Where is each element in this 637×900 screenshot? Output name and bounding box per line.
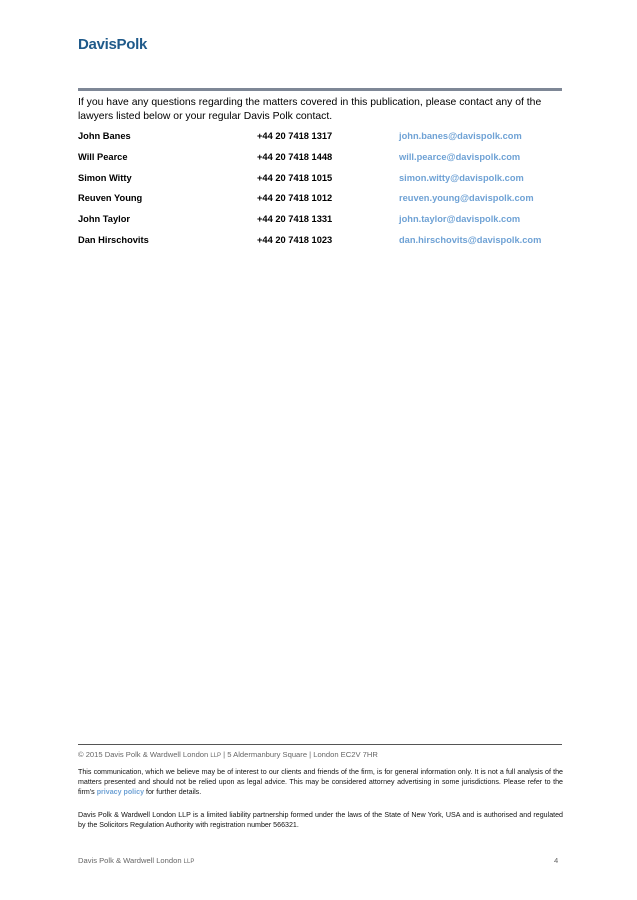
footer-firm-text: Davis Polk & Wardwell London <box>78 856 184 865</box>
contact-name: Simon Witty <box>78 172 132 183</box>
contact-row <box>78 152 564 173</box>
footer-llp-label: LLP <box>183 859 195 865</box>
contact-phone: +44 20 7418 1012 <box>257 193 333 204</box>
contact-email-link[interactable]: john.banes@davispolk.com <box>399 131 522 141</box>
contact-name: John Banes <box>78 131 131 141</box>
contact-name: Reuven Young <box>78 193 143 204</box>
contact-email-link[interactable]: john.taylor@davispolk.com <box>399 214 521 225</box>
page-number: 4 <box>554 856 559 865</box>
header-divider <box>78 88 562 91</box>
contact-phone: +44 20 7418 1015 <box>257 172 333 183</box>
copyright-line <box>78 750 564 759</box>
disclaimer-paragraph <box>78 767 563 798</box>
disclaimer-text-end: for further details. <box>144 788 202 797</box>
contact-row <box>78 173 564 194</box>
disclaimer-text: This communication, which we believe may be of interest to our clients and friends of the firm, is for general information only. It is not a full analysis of the matters presented and should not be relied upon as legal advice. This may be considered attorney advertising in some jurisdictions. Please refer to the firm's <box>78 768 563 797</box>
contact-email-link[interactable]: reuven.young@davispolk.com <box>399 193 534 204</box>
contact-phone: +44 20 7418 1331 <box>257 214 333 225</box>
contact-name: John Taylor <box>78 214 130 225</box>
llp-label: LLP <box>210 753 222 759</box>
contact-row <box>78 214 564 235</box>
contact-row <box>78 235 564 256</box>
contact-name: Will Pearce <box>78 151 128 162</box>
privacy-policy-link[interactable]: privacy policy <box>96 788 145 797</box>
contact-name: Dan Hirschovits <box>78 234 149 245</box>
intro-paragraph: If you have any questions regarding the matters covered in this publication, please contact any of the lawyers listed below or your regular Davis Polk contact. <box>78 97 542 122</box>
contact-phone: +44 20 7418 1448 <box>257 151 333 162</box>
davis-polk-logo: DavisPolk <box>78 36 148 53</box>
contact-email-link[interactable]: will.pearce@davispolk.com <box>399 151 521 162</box>
contact-list <box>78 131 564 256</box>
footer-firm-name <box>78 856 194 865</box>
contact-email-link[interactable]: simon.witty@davispolk.com <box>399 172 524 183</box>
copyright-prefix: © 2015 Davis Polk & Wardwell London <box>78 750 211 759</box>
copyright-address: | 5 Aldermanbury Square | London EC2V 7HR <box>221 750 378 759</box>
contact-phone: +44 20 7418 1317 <box>257 131 333 141</box>
registration-paragraph: Davis Polk & Wardwell London LLP is a limited liability partnership formed under the laws of the State of New York, USA and is authorised and regulated by the Solicitors Regulation Authority with registration number 566321. <box>78 811 563 830</box>
contact-row <box>78 131 564 152</box>
footer-divider <box>78 744 562 745</box>
contact-row <box>78 193 564 214</box>
contact-phone: +44 20 7418 1023 <box>257 234 333 245</box>
contact-email-link[interactable]: dan.hirschovits@davispolk.com <box>399 234 542 245</box>
